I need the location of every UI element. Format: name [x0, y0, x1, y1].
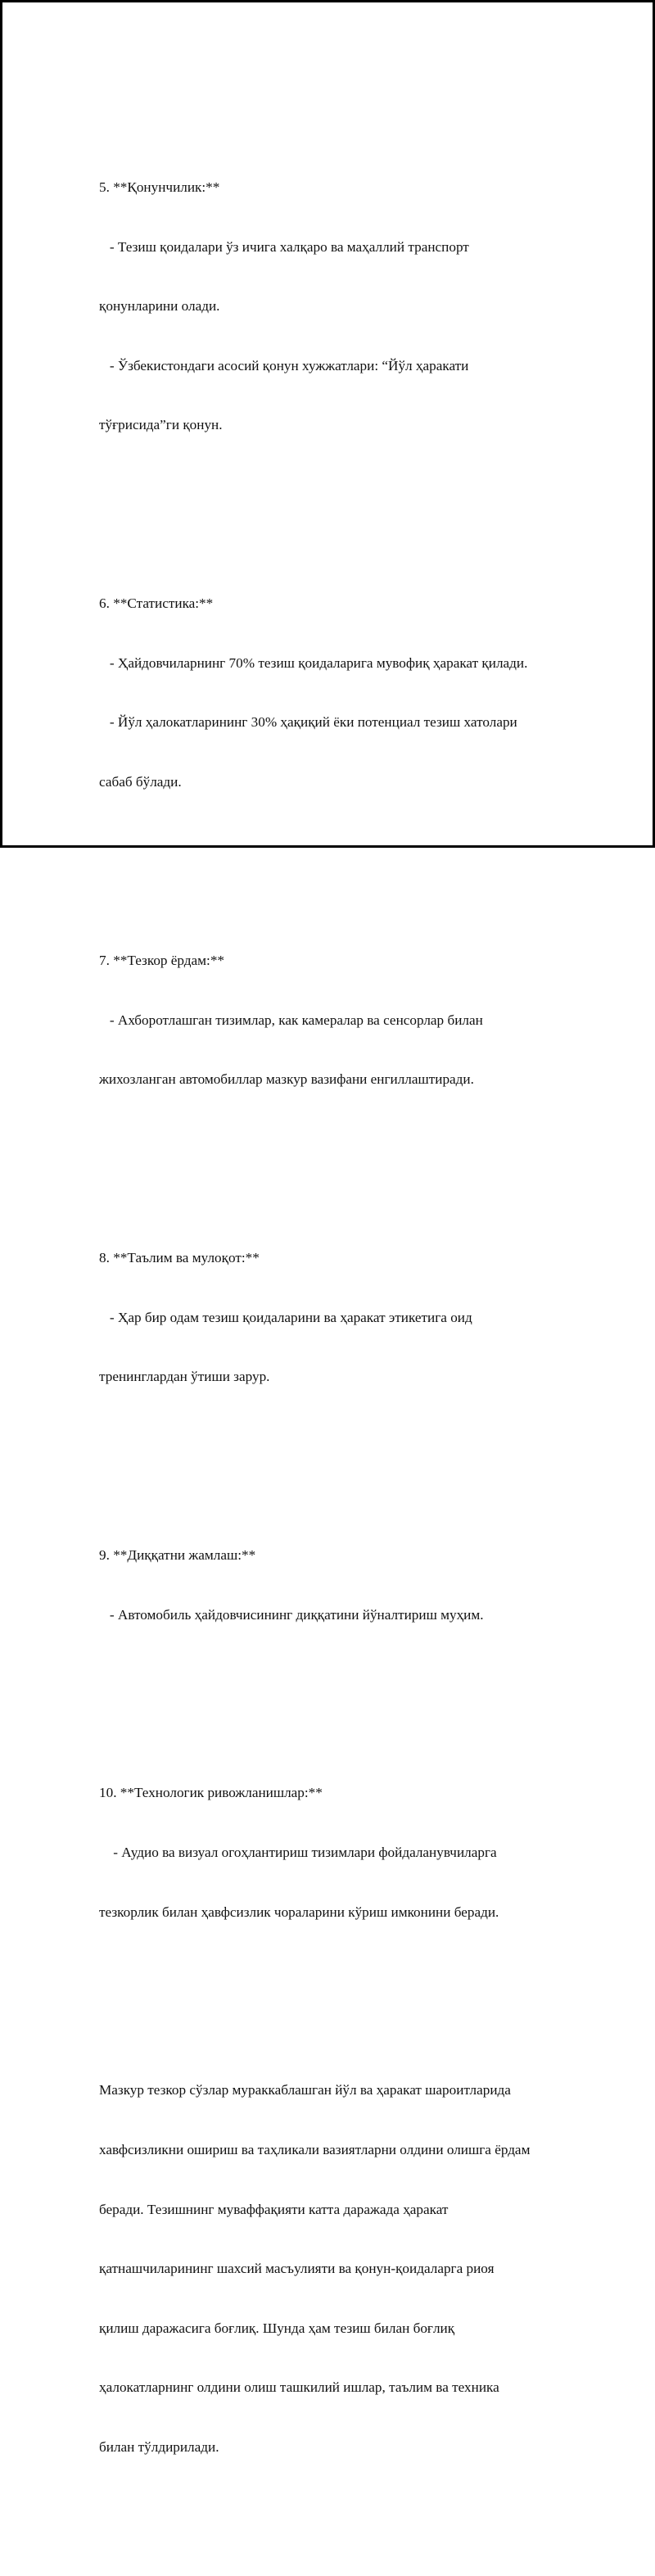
section-heading: 5. **Қонунчилик:**: [99, 179, 220, 196]
bullet-line: сабаб бўлади.: [99, 774, 182, 790]
bullet-line: тренинглардан ўтиши зарур.: [99, 1369, 270, 1385]
section-education: [99, 1209, 590, 1427]
section-heading: 10. **Технологик ривожланишлар:**: [99, 1785, 323, 1801]
bullet-line: - Ўзбекистондаги асосий қонун хужжатлари: “Йўл ҳаракати: [99, 357, 469, 373]
section-heading: 8. **Таълим ва мулоқот:**: [99, 1249, 260, 1265]
bullet-line: - Йўл ҳалокатларининг 30% ҳақиқий ёки потенциал тезиш хатолари: [99, 714, 517, 731]
bullet-line: - Тезиш қоидалари ўз ичига халқаро ва маҳаллий транспорт: [99, 238, 469, 255]
bullet-line: - Ҳайдовчиларнинг 70% тезиш қоидаларига мувофиқ ҳаракат қилади.: [99, 654, 528, 671]
bullet-line: - Ахборотлашган тизимлар, как камералар ва сенсорлар билан: [99, 1012, 483, 1028]
document-body: [99, 79, 590, 2576]
section-quick-help: [99, 912, 590, 1130]
paragraph-line: билан тўлдирилади.: [99, 2439, 219, 2456]
paragraph-line: қилиш даражасига боғлиқ. Шунда ҳам тезиш билан боғлиқ: [99, 2320, 455, 2336]
bullet-line: қонунларини олади.: [99, 298, 220, 315]
section-heading: 7. **Тезкор ёрдам:**: [99, 952, 225, 968]
paragraph-line: беради. Тезишнинг муваффақияти катта даражада ҳаракат: [99, 2201, 449, 2217]
bullet-line: жихозланган автомобиллар мазкур вазифани енгиллаштиради.: [99, 1071, 474, 1088]
paragraph-line: хавфсизликни ошириш ва таҳликали вазиятларни олдини олишга ёрдам: [99, 2142, 531, 2158]
paragraph-line: қатнашчиларининг шахсий масъулияти ва қонун-қоидаларга риоя: [99, 2261, 495, 2277]
section-technology: [99, 1744, 590, 1962]
section-attention: [99, 1506, 590, 1665]
section-statistics: [99, 555, 590, 832]
bullet-line: - Аудио ва визуал огоҳлантириш тизимлари фойдаланувчиларга: [99, 1845, 497, 1860]
section-heading: 9. **Диққатни жамлаш:**: [99, 1546, 256, 1563]
bullet-line: - Ҳар бир одам тезиш қоидаларини ва ҳаракат этикетига оид: [99, 1309, 472, 1325]
paragraph-line: ҳалокатларнинг олдини олиш ташкилий ишлар, таълим ва техника: [99, 2379, 499, 2396]
section-heading: 6. **Статистика:**: [99, 595, 214, 612]
section-legislation: [99, 138, 590, 475]
bullet-line: тўғрисида”ги қонун.: [99, 417, 223, 433]
closing-paragraph: [99, 2041, 590, 2497]
bullet-line: - Автомобиль ҳайдовчисининг диққатини йўналтириш муҳим.: [99, 1606, 484, 1623]
bullet-line: тезкорлик билан ҳавфсизлик чораларини кўриш имконини беради.: [99, 1904, 499, 1920]
paragraph-line: Мазкур тезкор сўзлар мураккаблашган йўл ва ҳаракат шароитларида: [99, 2082, 511, 2098]
